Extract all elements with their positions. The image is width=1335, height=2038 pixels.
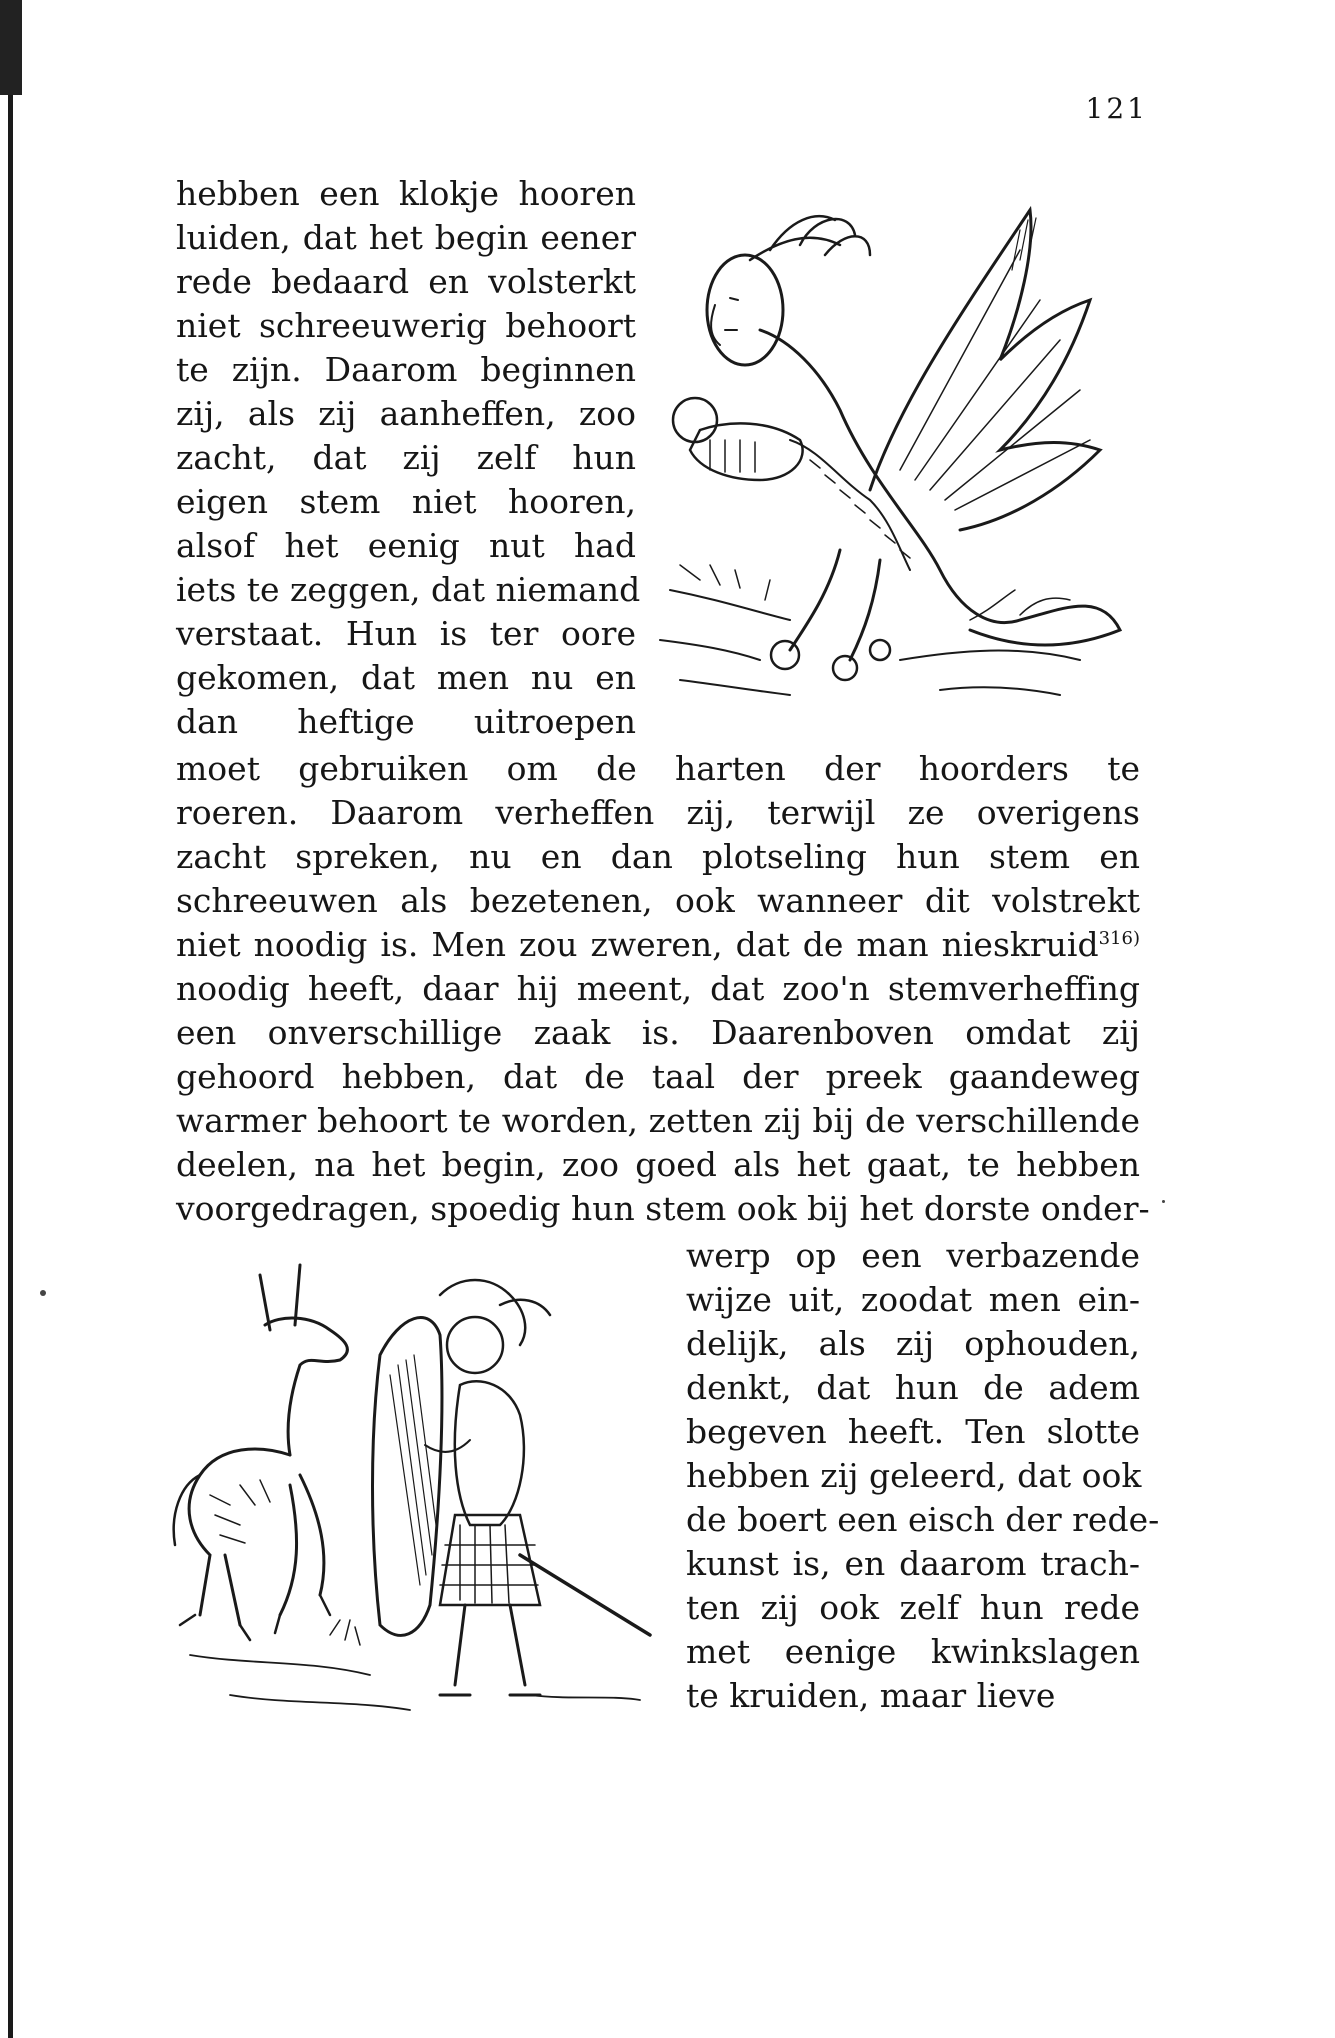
text-line: noodig heeft, daar hij meent, dat zoo'n stemverheffing bbox=[176, 969, 1140, 1008]
text-line: met eenige kwinkslagen bbox=[686, 1632, 1140, 1671]
text-line: te zijn. Daarom beginnen bbox=[176, 350, 636, 389]
text-line: werp op een verbazende bbox=[686, 1236, 1140, 1275]
text-line: zij, als zij aanheffen, zoo bbox=[176, 394, 636, 433]
text-line: delijk, als zij ophouden, bbox=[686, 1324, 1140, 1363]
page-spine-edge bbox=[8, 0, 13, 2038]
footnote-marker: 316) bbox=[1098, 928, 1140, 949]
text-line: ten zij ook zelf hun rede bbox=[686, 1588, 1140, 1627]
text-line-with-footnote bbox=[176, 923, 1140, 967]
text-line: een onverschillige zaak is. Daarenboven omdat zij bbox=[176, 1013, 1140, 1052]
print-speck bbox=[40, 1290, 46, 1296]
text-line: zacht, dat zij zelf hun bbox=[176, 438, 636, 477]
text-line: de boert een eisch der rede- bbox=[686, 1500, 1160, 1539]
text-line: rede bedaard en volsterkt bbox=[176, 262, 636, 301]
text-line: gekomen, dat men nu en bbox=[176, 658, 636, 697]
text-line: moet gebruiken om de harten der hoorders te bbox=[176, 749, 1140, 788]
text-line: voorgedragen, spoedig hun stem ook bij het dorste onder- bbox=[176, 1189, 1150, 1228]
page-number: 121 bbox=[1085, 92, 1148, 125]
text-line: roeren. Daarom verheffen zij, terwijl ze overigens bbox=[176, 793, 1140, 832]
text-line: niet noodig is. Men zou zweren, dat de man nieskruid bbox=[176, 925, 1099, 964]
text-line: verstaat. Hun is ter oore bbox=[176, 614, 636, 653]
text-line: hebben zij geleerd, dat ook bbox=[686, 1456, 1142, 1495]
text-line: hebben een klokje hooren bbox=[176, 174, 636, 213]
page-spine-mark bbox=[0, 0, 22, 95]
unicorn-and-harper-woodcut-illustration bbox=[170, 1255, 670, 1725]
text-line: eigen stem niet hooren, bbox=[176, 482, 636, 521]
text-line: alsof het eenig nut had bbox=[176, 526, 636, 565]
harpy-woodcut-illustration bbox=[640, 190, 1140, 720]
text-line: iets te zeggen, dat niemand bbox=[176, 570, 641, 609]
text-line: begeven heeft. Ten slotte bbox=[686, 1412, 1140, 1451]
text-line: luiden, dat het begin eener bbox=[176, 218, 636, 257]
text-line: schreeuwen als bezetenen, ook wanneer dit volstrekt bbox=[176, 881, 1140, 920]
text-line: kunst is, en daarom trach- bbox=[686, 1544, 1140, 1583]
text-line: zacht spreken, nu en dan plotseling hun stem en bbox=[176, 837, 1140, 876]
text-line: warmer behoort te worden, zetten zij bij de verschillende bbox=[176, 1101, 1140, 1140]
text-line: denkt, dat hun de adem bbox=[686, 1368, 1140, 1407]
text-line: niet schreeuwerig behoort bbox=[176, 306, 636, 345]
text-line: deelen, na het begin, zoo goed als het gaat, te hebben bbox=[176, 1145, 1140, 1184]
text-line: te kruiden, maar lieve bbox=[686, 1676, 1056, 1715]
text-line: gehoord hebben, dat de taal der preek gaandeweg bbox=[176, 1057, 1140, 1096]
print-speck bbox=[1162, 1200, 1165, 1203]
text-line: dan heftige uitroepen bbox=[176, 702, 636, 741]
text-line: wijze uit, zoodat men ein- bbox=[686, 1280, 1140, 1319]
